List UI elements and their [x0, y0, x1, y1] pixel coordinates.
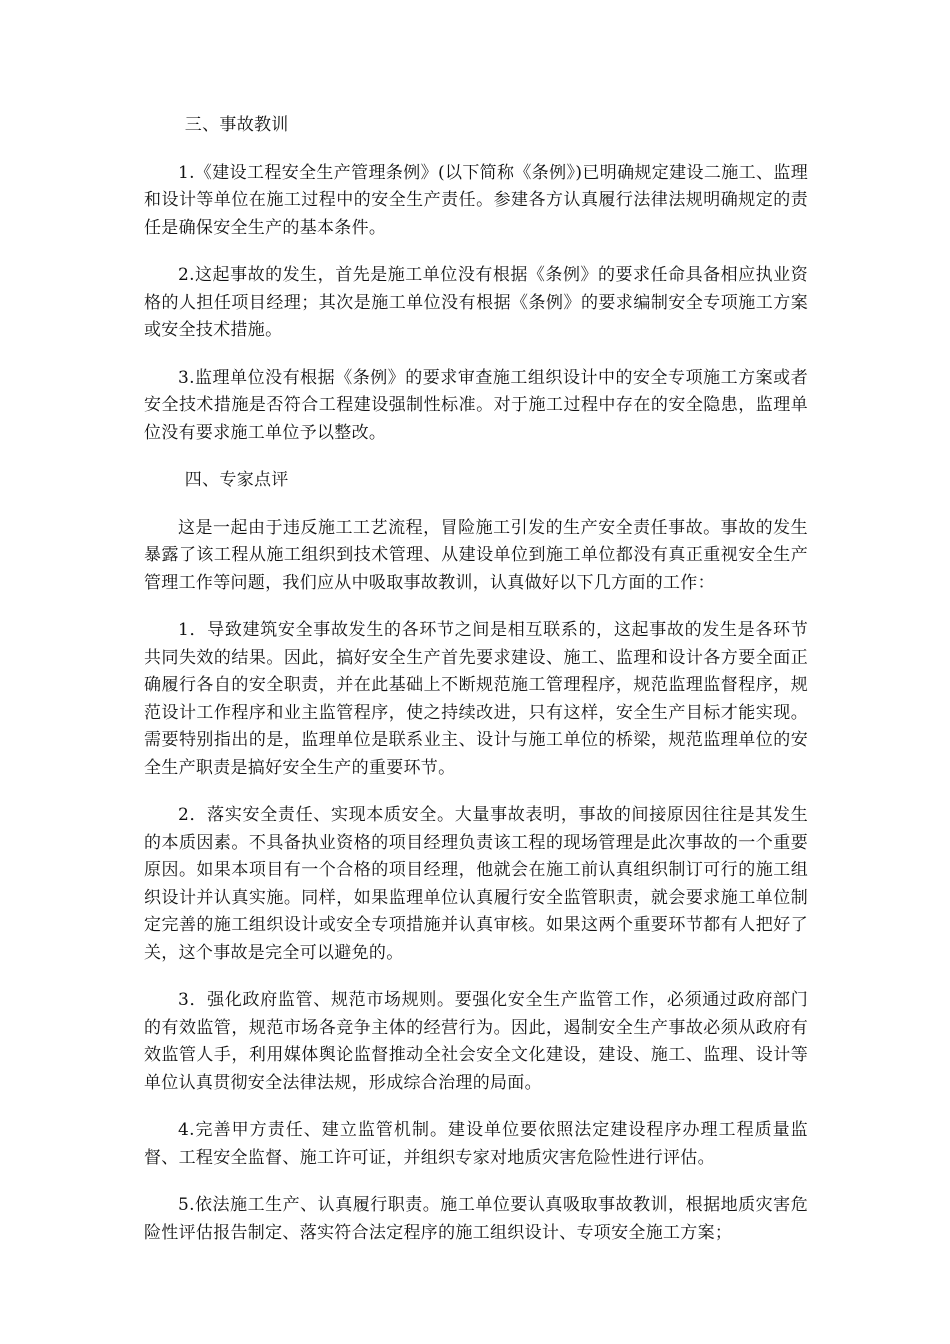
expert-point-1: 1．导致建筑安全事故发生的各环节之间是相互联系的，这起事故的发生是各环节共同失效的结果。因此，搞好安全生产首先要求建设、施工、监理和设计各方要全面正确履行各自的安全职责，并在此基础上不断规范施工管理程序，规范监理监督程序，规范设计工作程序和业主监管程序，使之持续改进，只有这样，安全生产目标才能实现。需要特别指出的是，监理单位是联系业主、设计与施工单位的桥梁，规范监理单位的安全生产职责是搞好安全生产的重要环节。: [144, 620, 808, 778]
expert-point-2: 2．落实安全责任、实现本质安全。大量事故表明，事故的间接原因往往是其发生的本质因素。不具备执业资格的项目经理负责该工程的现场管理是此次事故的一个重要原因。如果本项目有一个合格的项目经理，他就会在施工前认真组织制订可行的施工组织设计并认真实施。同样，如果监理单位认真履行安全监管职责，就会要求施工单位制定完善的施工组织设计或安全专项措施并认真审核。如果这两个重要环节都有人把好了关，这个事故是完全可以避免的。: [144, 805, 808, 963]
section-heading-lessons: 三、事故教训: [184, 115, 289, 135]
expert-point-3: 3．强化政府监管、规范市场规则。要强化安全生产监管工作，必须通过政府部门的有效监管，规范市场各竞争主体的经营行为。因此，遏制安全生产事故必须从政府有效监管人手，利用媒体舆论监督推动全社会安全文化建设，建设、施工、监理、设计等单位认真贯彻安全法律法规，形成综合治理的局面。: [144, 990, 808, 1093]
section-heading-expert-review: 四、专家点评: [184, 470, 289, 490]
lesson-paragraph-3: 3.监理单位没有根据《条例》的要求审查施工组织设计中的安全专项施工方案或者安全技术措施是否符合工程建设强制性标准。对于施工过程中存在的安全隐患，监理单位没有要求施工单位予以整改。: [144, 367, 808, 443]
expert-point-5: 5.依法施工生产、认真履行职责。施工单位要认真吸取事故教训，根据地质灾害危险性评估报告制定、落实符合法定程序的施工组织设计、专项安全施工方案；: [144, 1195, 808, 1243]
lesson-paragraph-1: 1.《建设工程安全生产管理条例》(以下简称《条例》)已明确规定建设二施工、监理和设计等单位在施工过程中的安全生产责任。参建各方认真履行法律法规明确规定的责任是确保安全生产的基本条件。: [144, 162, 808, 238]
expert-point-4: 4.完善甲方责任、建立监管机制。建设单位要依照法定建设程序办理工程质量监督、工程安全监督、施工许可证，并组织专家对地质灾害危险性进行评估。: [144, 1120, 808, 1168]
expert-intro-paragraph: 这是一起由于违反施工工艺流程，冒险施工引发的生产安全责任事故。事故的发生暴露了该工程从施工组织到技术管理、从建设单位到施工单位都没有真正重视安全生产管理工作等问题，我们应从中吸取事故教训，认真做好以下几方面的工作：: [144, 517, 808, 593]
document-page: [144, 112, 808, 1267]
lesson-paragraph-2: 2.这起事故的发生，首先是施工单位没有根据《条例》的要求任命具备相应执业资格的人担任项目经理；其次是施工单位没有根据《条例》的要求编制安全专项施工方案或安全技术措施。: [144, 265, 808, 340]
